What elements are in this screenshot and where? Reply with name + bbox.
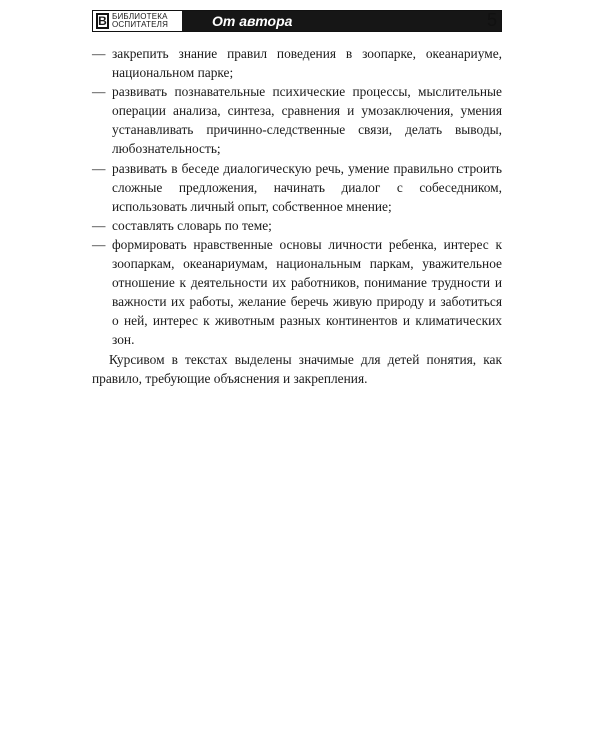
italics-note: Курсивом в текстах выделены значимые для детей понятия, как правило, требующие объяснения и закрепления. <box>92 351 502 386</box>
goal-item <box>92 235 502 350</box>
chapter-title: От автора <box>212 13 293 29</box>
goal-text: формировать нравственные основы личности ребенка, интерес к зоопаркам, океанариумам, национальным паркам, уважительное отношение к деятельности их работников, понимание трудности и важности их работы, желание беречь живую природу и заботиться о ней, интерес к животным разных континентов и климатических зон. <box>112 236 502 348</box>
series-logo-line-1: БИБЛИОТЕКА <box>112 11 168 21</box>
goal-text: составлять словарь по теме; <box>112 217 272 233</box>
running-header <box>92 10 502 32</box>
goal-item <box>92 159 502 216</box>
dash-marker: — <box>92 84 106 100</box>
page-number: 5 <box>487 10 498 30</box>
series-logo <box>93 11 182 31</box>
dash-marker: — <box>92 46 106 61</box>
goal-text: развивать познавательные психические процессы, мыслительные операции анализа, синтеза, сравнения и умозаключения, умения устанавливать причинно-следственные связи, делать выводы, любознательность; <box>112 84 502 157</box>
dash-marker: — <box>92 160 106 176</box>
header-title-band <box>182 11 501 31</box>
page-body <box>92 44 502 388</box>
goal-text: закрепить знание правил поведения в зоопарке, океанариуме, национальном парке; <box>112 46 502 81</box>
series-logo-letter: В <box>96 13 109 29</box>
goal-item <box>92 44 502 82</box>
goal-item <box>92 82 502 158</box>
goal-text: развивать в беседе диалогическую речь, умение правильно строить сложные предложения, начинать диалог с собеседником, использовать личный опыт, собственное мнение; <box>112 160 502 214</box>
series-logo-line-2: ОСПИТАТЕЛЯ <box>112 20 169 29</box>
dash-marker: — <box>92 217 106 233</box>
goals-list <box>92 44 502 350</box>
series-logo-text <box>112 13 182 30</box>
goal-item <box>92 216 502 235</box>
dash-marker: — <box>92 236 106 252</box>
